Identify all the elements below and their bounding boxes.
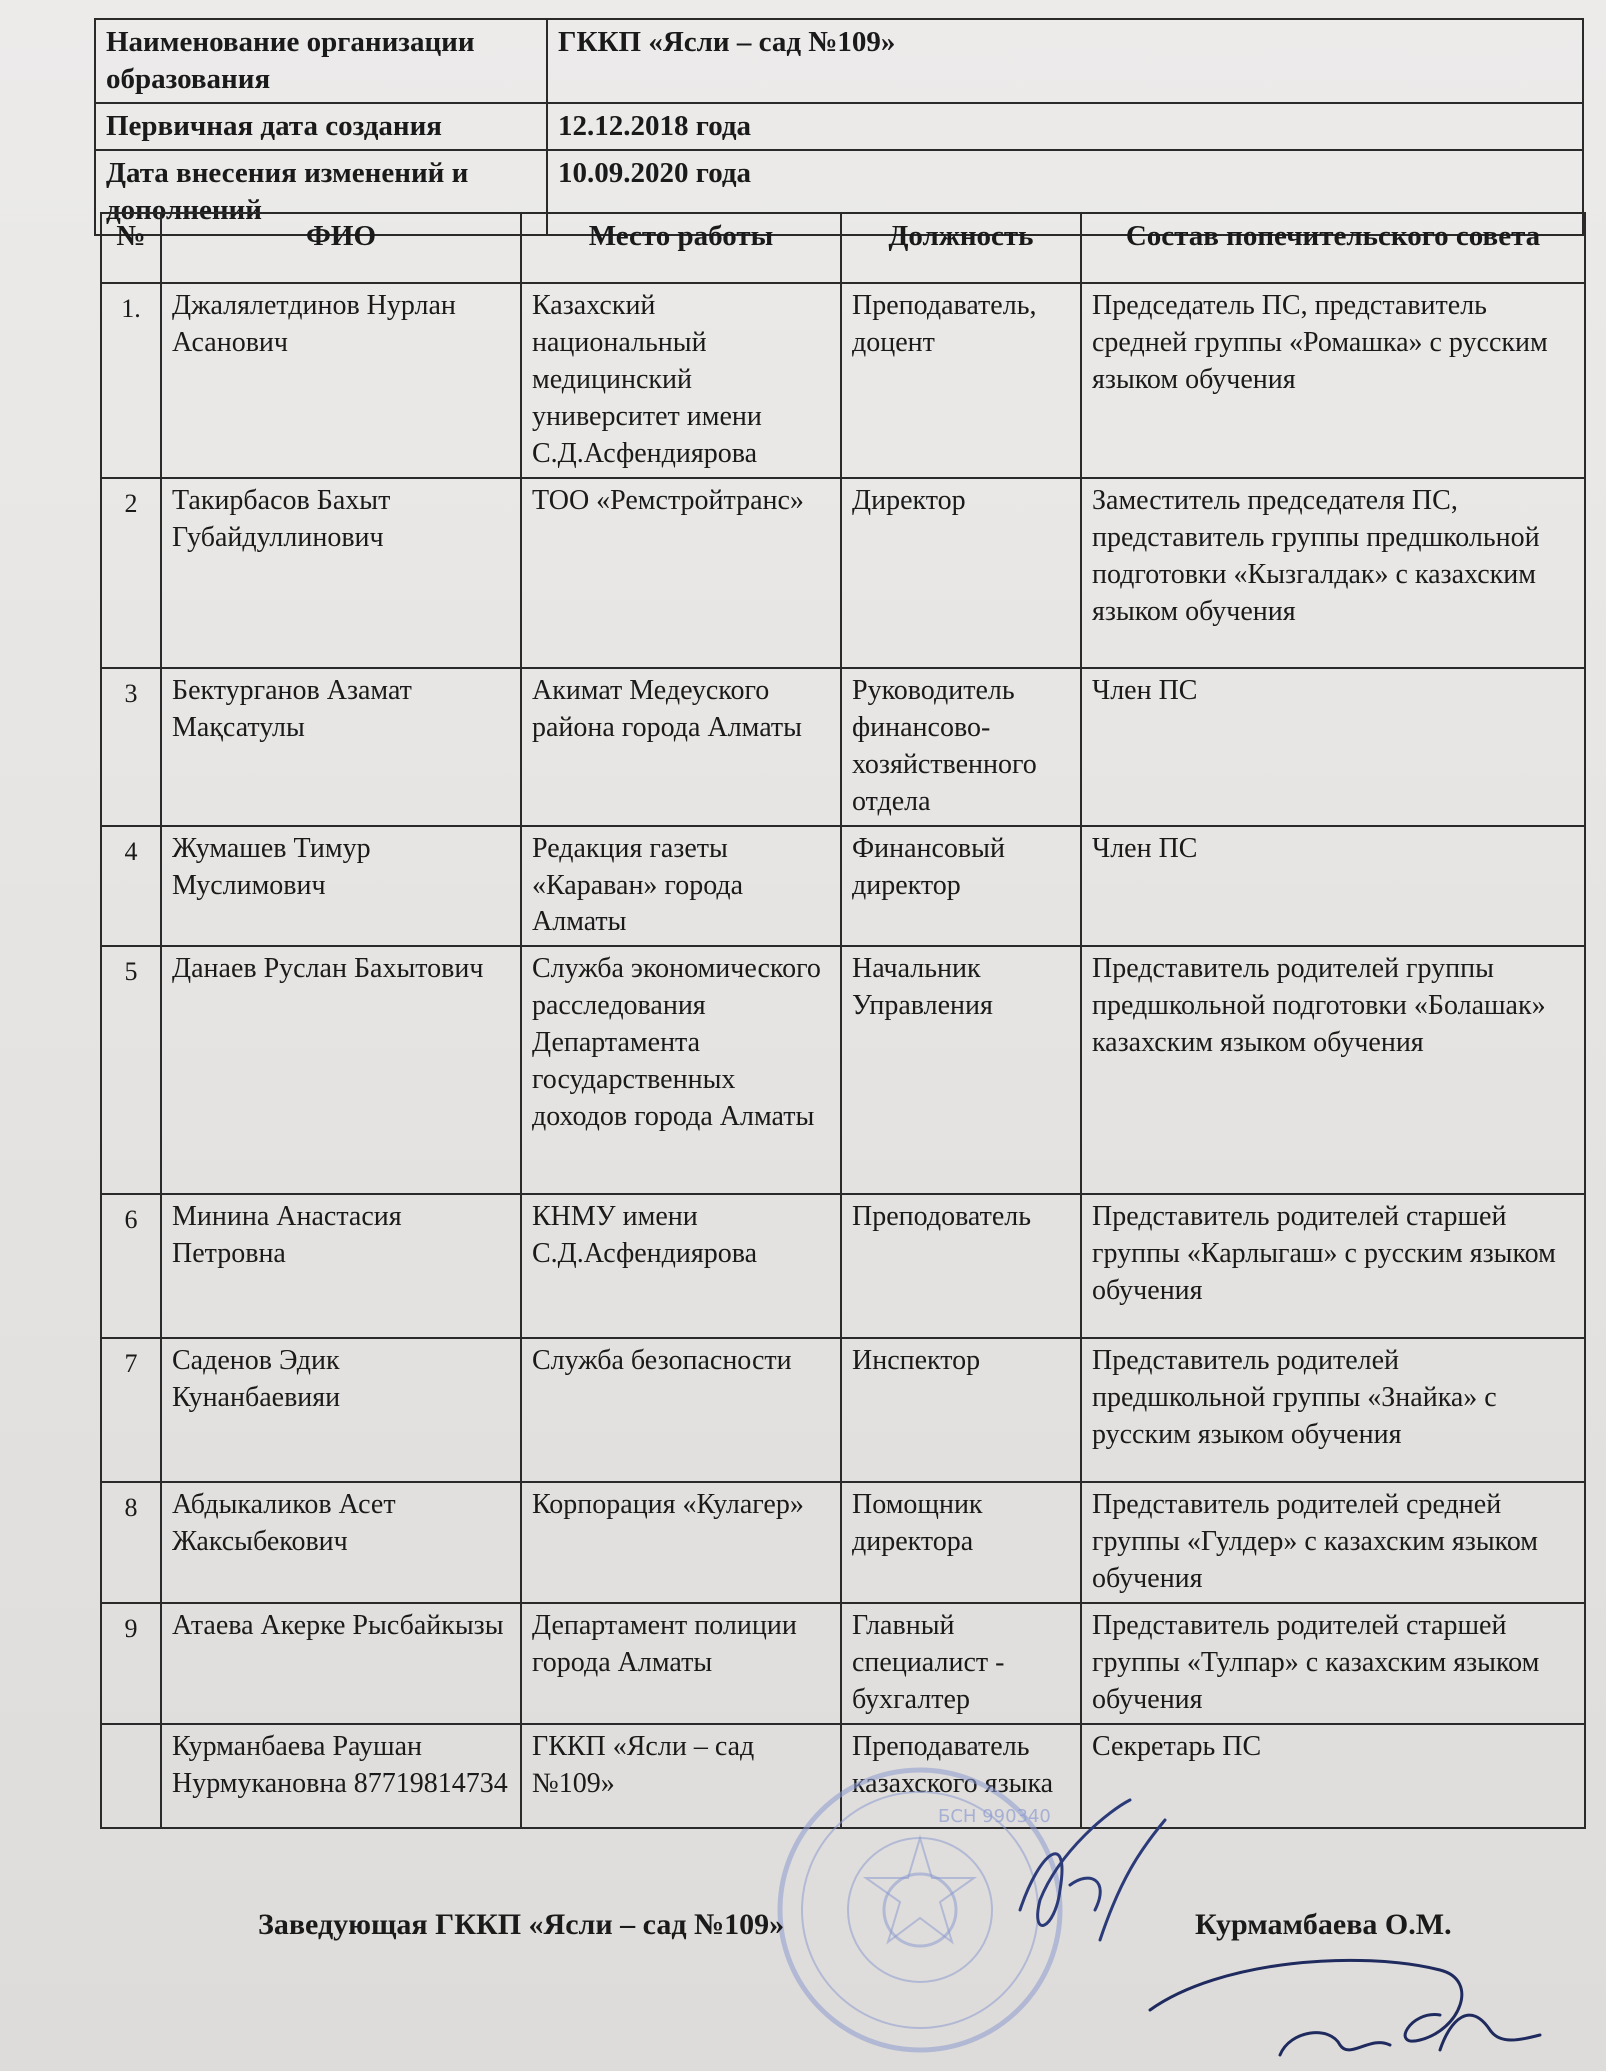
header-fio: ФИО <box>161 213 521 283</box>
row-workplace: Корпорация «Кулагер» <box>521 1482 841 1603</box>
row-fio: Саденов Эдик Кунанбаевияи <box>161 1338 521 1482</box>
row-workplace: Служба безопасности <box>521 1338 841 1482</box>
row-number: 1. <box>101 283 161 478</box>
row-position: Преподователь <box>841 1194 1081 1338</box>
row-number: 2 <box>101 478 161 668</box>
table-row <box>101 668 1585 826</box>
row-position: Преподаватель, доцент <box>841 283 1081 478</box>
row-position: Помощник директора <box>841 1482 1081 1603</box>
footer-head-title: Заведующая ГККП «Ясли – сад №109» <box>258 1908 785 1941</box>
table-row <box>101 1603 1585 1724</box>
changed-date-value: 10.09.2020 года <box>547 150 1583 234</box>
table-row <box>101 826 1585 947</box>
row-board-role: Заместитель председателя ПС, представитель группы предшкольной подготовки «Кызгалдак» с казахским языком обучения <box>1081 478 1585 668</box>
organization-info-table <box>94 18 1584 236</box>
table-header-row <box>101 213 1585 283</box>
row-fio: Минина Анастасия Петровна <box>161 1194 521 1338</box>
row-number: 8 <box>101 1482 161 1603</box>
created-date-label: Первичная дата создания <box>95 103 547 150</box>
row-position: Инспектор <box>841 1338 1081 1482</box>
row-number: 4 <box>101 826 161 947</box>
row-board-role: Председатель ПС, представитель средней группы «Ромашка» с русским языком обучения <box>1081 283 1585 478</box>
row-fio: Такирбасов Бахыт Губайдуллинович <box>161 478 521 668</box>
row-board-role: Член ПС <box>1081 826 1585 947</box>
row-workplace: Департамент полиции города Алматы <box>521 1603 841 1724</box>
row-board-role: Представитель родителей старшей группы «Тулпар» с казахским языком обучения <box>1081 1603 1585 1724</box>
board-members-table <box>100 212 1586 1829</box>
created-date-value: 12.12.2018 года <box>547 103 1583 150</box>
row-workplace: ТОО «Ремстройтранс» <box>521 478 841 668</box>
table-row <box>101 1338 1585 1482</box>
row-number: 6 <box>101 1194 161 1338</box>
header-workplace: Место работы <box>521 213 841 283</box>
header-number: № <box>101 213 161 283</box>
row-number: 3 <box>101 668 161 826</box>
row-fio: Курманбаева Раушан Нурмукановна 87719814734 <box>161 1724 521 1828</box>
row-number <box>101 1724 161 1828</box>
footer-head-name: Курмамбаева О.М. <box>1195 1908 1452 1941</box>
row-number: 5 <box>101 946 161 1194</box>
row-fio: Жумашев Тимур Муслимович <box>161 826 521 947</box>
row-board-role: Представитель родителей предшкольной группы «Знайка» с русским языком обучения <box>1081 1338 1585 1482</box>
stamp-text: БСН 990340 <box>938 1806 1051 1827</box>
row-fio: Джалялетдинов Нурлан Асанович <box>161 283 521 478</box>
header-position: Должность <box>841 213 1081 283</box>
row-fio: Атаева Акерке Рысбайкызы <box>161 1603 521 1724</box>
org-name-row <box>95 19 1583 103</box>
table-row <box>101 478 1585 668</box>
row-workplace: Акимат Медеуского района города Алматы <box>521 668 841 826</box>
row-workplace: Редакция газеты «Караван» города Алматы <box>521 826 841 947</box>
table-row <box>101 1482 1585 1603</box>
row-board-role: Представитель родителей старшей группы «Карлыгаш» с русским языком обучения <box>1081 1194 1585 1338</box>
header-board-role: Состав попечительского совета <box>1081 213 1585 283</box>
row-fio: Абдыкаликов Асет Жаксыбекович <box>161 1482 521 1603</box>
row-workplace: КНМУ имени С.Д.Асфендиярова <box>521 1194 841 1338</box>
row-workplace: Казахский национальный медицинский университет имени С.Д.Асфендиярова <box>521 283 841 478</box>
row-number: 9 <box>101 1603 161 1724</box>
table-row <box>101 946 1585 1194</box>
row-workplace: Служба экономического расследования Департамента государственных доходов города Алматы <box>521 946 841 1194</box>
row-workplace: ГККП «Ясли – сад №109» <box>521 1724 841 1828</box>
changed-date-label: Дата внесения изменений и дополнений <box>95 150 547 234</box>
row-position: Начальник Управления <box>841 946 1081 1194</box>
org-name-label: Наименование организации образования <box>95 19 547 103</box>
row-position: Руководитель финансово-хозяйственного отдела <box>841 668 1081 826</box>
table-row <box>101 1194 1585 1338</box>
row-board-role: Секретарь ПС <box>1081 1724 1585 1828</box>
row-position: Директор <box>841 478 1081 668</box>
row-board-role: Представитель родителей средней группы «Гулдер» с казахским языком обучения <box>1081 1482 1585 1603</box>
row-position: Главный специалист - бухгалтер <box>841 1603 1081 1724</box>
row-fio: Данаев Руслан Бахытович <box>161 946 521 1194</box>
row-board-role: Член ПС <box>1081 668 1585 826</box>
signature-upper <box>1000 1790 1180 1960</box>
row-board-role: Представитель родителей группы предшкольной подготовки «Болашак» казахским языком обучения <box>1081 946 1585 1194</box>
row-position: Преподаватель казахского языка <box>841 1724 1081 1828</box>
table-row <box>101 283 1585 478</box>
row-number: 7 <box>101 1338 161 1482</box>
org-name-value: ГККП «Ясли – сад №109» <box>547 19 1583 103</box>
created-date-row <box>95 103 1583 150</box>
signature-lower <box>1140 1940 1560 2065</box>
row-fio: Бектурганов Азамат Мақсатулы <box>161 668 521 826</box>
row-position: Финансовый директор <box>841 826 1081 947</box>
